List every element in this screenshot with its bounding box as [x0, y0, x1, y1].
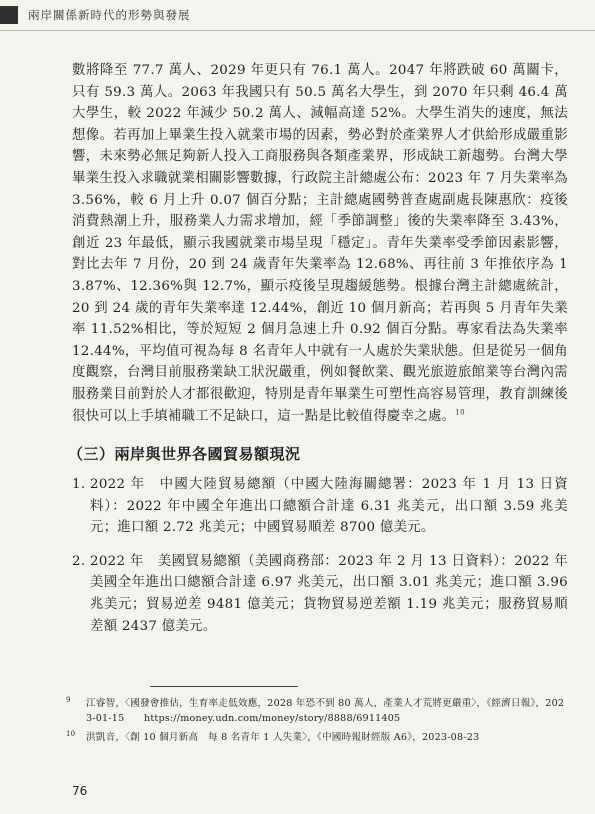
footnote-number: 10	[66, 730, 76, 738]
list-item-text: 2022 年 美國貿易總額（美國商務部：2023 年 2 月 13 日資料）：2022 年美國全年進出口總額合計達 6.97 兆美元，出口額 3.01 兆美元；進口額 3.96 兆美元；貿易逆差 9481 億美元；貨物貿易逆差額 1.19 兆美元；服務貿易順差額 2437 億美元。	[90, 553, 568, 634]
footnote-number: 9	[66, 696, 71, 704]
page-number: 76	[72, 784, 88, 798]
section-heading: （三）兩岸與世界各國貿易額現況	[68, 445, 301, 464]
list-item	[72, 551, 568, 637]
running-header	[0, 0, 595, 31]
footnotes	[66, 696, 566, 749]
list-item-number: 2.	[72, 553, 86, 569]
body-paragraph-text: 數將降至 77.7 萬人、2029 年更只有 76.1 萬人。2047 年將跌破 60 萬關卡，只有 59.3 萬人。2063 年我國只有 50.5 萬名大學生，到 2070 年只剩 46.4 萬大學生，較 2022 年減少 50.2 萬人、減幅高達 52%。大學生消失的速度，無法想像。若再加上畢業生投入就業市場的因素，勢必對於產業界人才供給形成嚴重影響，未來勢必無足夠新人投入工商服務與各類產業界，形成缺工新趨勢。台灣大學畢業生投入求職就業相關影響數據，行政院主計總處公布：2023 年 7 月失業率為 3.56%，較 6 月上升 0.07 個百分點；主計總處國勢普查處副處長陳惠欣：疫後消費熱潮上升，服務業人力需求增加，經「季節調整」後的失業率降至 3.43%，創近 23 年最低，顯示我國就業市場呈現「穩定」。青年失業率受季節因素影響，對比去年 7 月份，20 到 24 歲青年失業率為 12.68%、再往前 3 年推依序為 13.87%、12.36%與 12.7%，顯示疫後呈現趨緩態勢。根據台灣主計總處統計，20 到 24 歲的青年失業率達 12.44%，創近 10 個月新高；若再與 5 月青年失業率 11.52%相比，等於短短 2 個月急速上升 0.92 個百分點。專家看法為失業率 12.44%，平均值可視為每 8 名青年人中就有一人處於失業狀態。但是從另一個角度觀察，台灣目前服務業缺工狀況嚴重，例如餐飲業、觀光旅遊旅館業等台灣內需服務業目前對於人才都很歡迎，特別是青年畢業生可塑性高容易管理，教育訓練後很快可以上手填補職工不足缺口，這一點是比較值得慶幸之處。	[72, 63, 568, 424]
list-item	[72, 474, 568, 539]
footnote-text: 江睿智，〈國發會推估，生育率走低效應，2028 年恐不到 80 萬人，產業人才荒將更嚴重〉，《經濟日報》，2023-01-15 https://money.udn.com/money/story/8888/6911405	[86, 698, 565, 724]
list-item-number: 1.	[72, 477, 86, 493]
footnote-10	[66, 730, 566, 745]
footnote-ref-10[interactable]: 10	[455, 408, 465, 417]
running-title: 兩岸關係新時代的形勢與發展	[28, 8, 191, 22]
list-item-text: 2022 年 中國大陸貿易總額（中國大陸海關總署：2023 年 1 月 13 日資料）：2022 年中國全年進出口總額合計達 6.31 兆美元，出口額 3.59 兆美元；進口額 2.72 兆美元；中國貿易順差 8700 億美元。	[90, 477, 568, 536]
footnote-divider	[150, 686, 298, 687]
footnote-text: 洪凱音，〈創 10 個月新高 每 8 名青年 1 人失業〉，《中國時報財經版 A6》，2023-08-23	[86, 732, 480, 743]
trade-list	[72, 474, 568, 637]
footnote-9	[66, 696, 566, 726]
header-bar-mark	[0, 6, 18, 24]
main-content	[68, 60, 568, 649]
body-paragraph	[72, 60, 568, 427]
